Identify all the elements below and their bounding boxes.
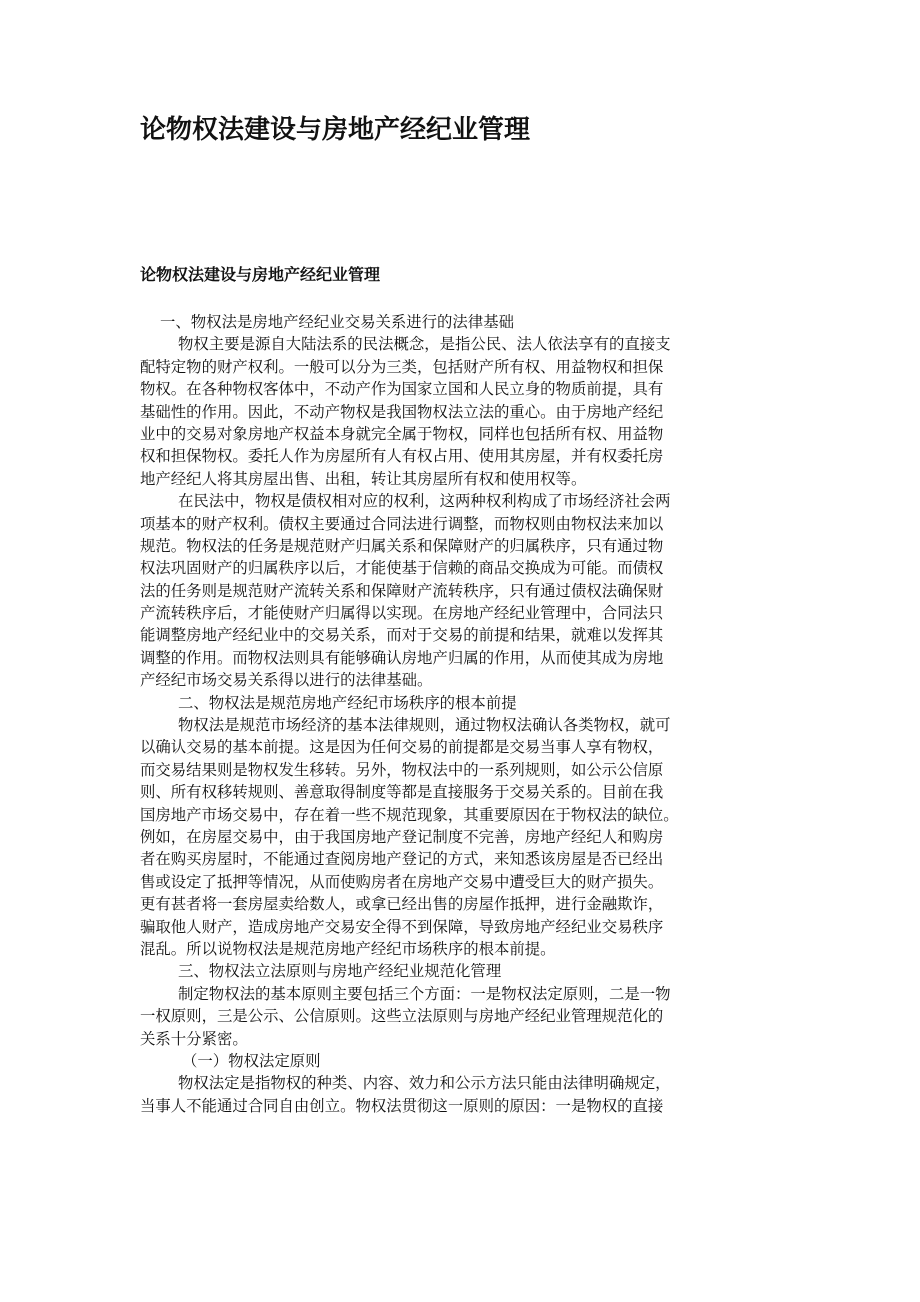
body-line: 以确认交易的基本前提。这是因为任何交易的前提都是交易当事人享有物权， [140, 738, 664, 757]
body-line: 三、物权法立法原则与房地产经纪业规范化管理 [178, 962, 502, 981]
body-line: 骗取他人财产，造成房地产交易安全得不到保障，导致房地产经纪业交易秩序 [140, 917, 664, 936]
body-line: 基础性的作用。因此，不动产物权是我国物权法立法的重心。由于房地产经纪 [140, 402, 664, 421]
body-line: 项基本的财产权利。债权主要通过合同法进行调整，而物权则由物权法来加以 [140, 514, 664, 533]
document-title: 论物权法建设与房地产经纪业管理 [140, 115, 531, 145]
document-subtitle: 论物权法建设与房地产经纪业管理 [140, 265, 381, 284]
body-line: 二、物权法是规范房地产经纪市场秩序的根本前提 [178, 693, 517, 712]
body-line: 物权法定是指物权的种类、内容、效力和公示方法只能由法律明确规定， [178, 1074, 671, 1093]
body-line: 地产经纪人将其房屋出售、出租，转让其房屋所有权和使用权等。 [140, 469, 587, 488]
body-line: 者在购买房屋时，不能通过查阅房地产登记的方式，来知悉该房屋是否已经出 [140, 850, 664, 869]
body-line: 权法巩固财产的归属秩序以后，才能使基于信赖的商品交换成为可能。而债权 [140, 559, 664, 578]
body-line: （一）物权法定原则 [182, 1051, 321, 1070]
body-line: 物权法是规范市场经济的基本法律规则，通过物权法确认各类物权，就可 [178, 716, 671, 735]
body-line: 混乱。所以说物权法是规范房地产经纪市场秩序的根本前提。 [140, 939, 556, 958]
body-line: 在民法中，物权是债权相对应的权利，这两种权利构成了市场经济社会两 [178, 492, 671, 511]
body-line: 业中的交易对象房地产权益本身就完全属于物权，同样也包括所有权、用益物 [140, 424, 664, 443]
body-line: 制定物权法的基本原则主要包括三个方面：一是物权法定原则，二是一物 [178, 984, 671, 1003]
body-line: 调整的作用。而物权法则具有能够确认房地产归属的作用，从而使其成为房地 [140, 648, 664, 667]
document-body [140, 311, 780, 1117]
body-line: 能调整房地产经纪业中的交易关系，而对于交易的前提和结果，就难以发挥其 [140, 626, 664, 645]
body-line: 物权主要是源自大陆法系的民法概念，是指公民、法人依法享有的直接支 [178, 335, 671, 354]
body-line: 配特定物的财产权利。一般可以分为三类，包括财产所有权、用益物权和担保 [140, 357, 664, 376]
body-line: 售或设定了抵押等情况，从而使购房者在房地产交易中遭受巨大的财产损失。 [140, 872, 664, 891]
body-line: 产流转秩序后，才能使财产归属得以实现。在房地产经纪业管理中，合同法只 [140, 604, 664, 623]
body-line: 权和担保物权。委托人作为房屋所有人有权占用、使用其房屋，并有权委托房 [140, 447, 664, 466]
body-line: 产经纪市场交易关系得以进行的法律基础。 [140, 671, 433, 690]
body-line: 更有甚者将一套房屋卖给数人，或拿已经出售的房屋作抵押，进行金融欺诈， [140, 895, 664, 914]
body-line: 法的任务则是规范财产流转关系和保障财产流转秩序，只有通过债权法确保财 [140, 581, 664, 600]
body-line: 国房地产市场交易中，存在着一些不规范现象，其重要原因在于物权法的缺位。 [140, 805, 679, 824]
body-line: 关系十分紧密。 [140, 1029, 248, 1048]
body-line: 而交易结果则是物权发生移转。另外，物权法中的一系列规则，如公示公信原 [140, 760, 664, 779]
body-line: 例如，在房屋交易中，由于我国房地产登记制度不完善，房地产经纪人和购房 [140, 827, 664, 846]
body-line: 当事人不能通过合同自由创立。物权法贯彻这一原则的原因：一是物权的直接 [140, 1096, 664, 1115]
body-line: 规范。物权法的任务是规范财产归属关系和保障财产的归属秩序，只有通过物 [140, 536, 664, 555]
body-line: 一权原则，三是公示、公信原则。这些立法原则与房地产经纪业管理规范化的 [140, 1007, 664, 1026]
body-line: 则、所有权移转规则、善意取得制度等都是直接服务于交易关系的。目前在我 [140, 783, 664, 802]
body-line: 物权。在各种物权客体中，不动产作为国家立国和人民立身的物质前提，具有 [140, 380, 664, 399]
body-line: 一、物权法是房地产经纪业交易关系进行的法律基础 [160, 313, 514, 331]
